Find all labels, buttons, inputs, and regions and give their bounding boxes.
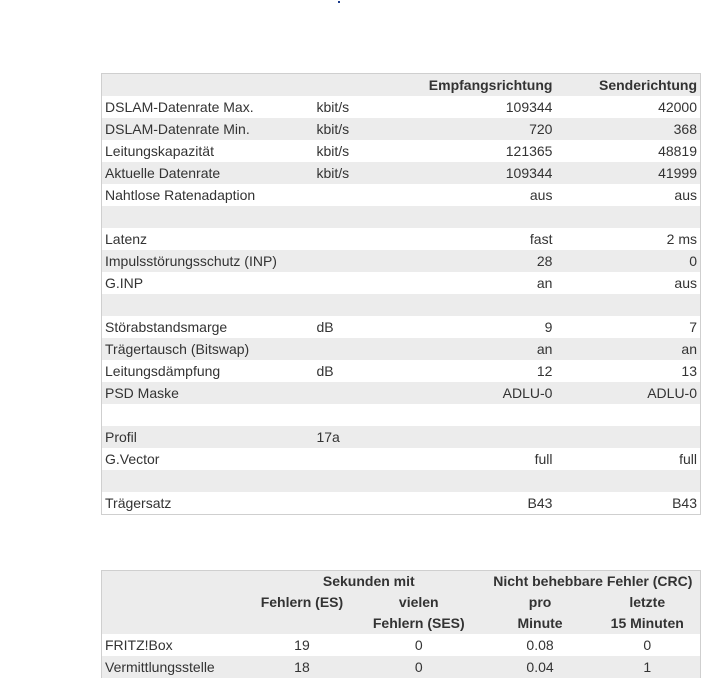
row-tx-value: ADLU-0 bbox=[555, 382, 700, 404]
row-tx-value bbox=[555, 404, 700, 426]
header-empty bbox=[313, 74, 402, 97]
row-tx-value: 7 bbox=[689, 319, 697, 335]
table-row bbox=[102, 162, 701, 184]
row-unit bbox=[313, 338, 402, 360]
row-unit bbox=[313, 492, 402, 515]
header-empty bbox=[102, 613, 252, 634]
table-row bbox=[102, 206, 701, 228]
row-label: Störabstandsmarge bbox=[105, 319, 228, 335]
row-rx-value: full bbox=[534, 451, 553, 467]
row-unit bbox=[313, 228, 402, 250]
table-row bbox=[102, 656, 701, 678]
table-row bbox=[102, 448, 701, 470]
row-tx-value: B43 bbox=[672, 495, 697, 511]
row-label bbox=[102, 470, 314, 492]
row-tx-value: 13 bbox=[681, 363, 697, 379]
row-label: PSD Maske bbox=[102, 382, 314, 404]
error-header-row-2 bbox=[102, 592, 701, 613]
row-label: Vermittlungsstelle bbox=[102, 656, 252, 678]
table-row bbox=[102, 404, 701, 426]
row-label: DSLAM-Datenrate Min. bbox=[102, 118, 314, 140]
table-row bbox=[102, 118, 701, 140]
table-row bbox=[102, 228, 701, 250]
row-label: DSLAM-Datenrate Max. bbox=[105, 99, 254, 115]
row-rx-value bbox=[403, 294, 556, 316]
header-tx: Senderichtung bbox=[555, 74, 700, 97]
row-unit: kbit/s bbox=[313, 162, 402, 184]
table-row bbox=[102, 470, 701, 492]
row-label: Latenz bbox=[105, 231, 148, 247]
row-rx-value: 121365 bbox=[505, 143, 553, 159]
row-rx-value: aus bbox=[529, 187, 553, 203]
row-unit: kbit/s bbox=[313, 118, 402, 140]
row-tx-value: full bbox=[679, 451, 697, 467]
row-label: Profil bbox=[102, 426, 314, 448]
row-tx-value: 368 bbox=[555, 118, 700, 140]
table-row bbox=[102, 184, 701, 206]
header-crc-group: Nicht behebbare Fehler (CRC) bbox=[486, 571, 701, 593]
table-row bbox=[102, 426, 701, 448]
header-last-2: 15 Minuten bbox=[594, 613, 700, 634]
table-row bbox=[102, 316, 701, 338]
header-rx: Empfangsrichtung bbox=[403, 74, 556, 97]
row-last-15-min: 1 bbox=[594, 656, 700, 678]
row-label bbox=[102, 206, 314, 228]
row-tx-value: 2 ms bbox=[666, 231, 697, 247]
line-info-table bbox=[101, 73, 701, 515]
table-row bbox=[102, 338, 701, 360]
row-rx-value: an bbox=[536, 275, 553, 291]
row-tx-value bbox=[555, 206, 700, 228]
row-rx-value: fast bbox=[529, 231, 553, 247]
header-last-1: letzte bbox=[594, 592, 700, 613]
table-row bbox=[102, 250, 701, 272]
row-unit: dB bbox=[316, 363, 334, 379]
row-tx-value bbox=[555, 426, 700, 448]
header-empty bbox=[252, 613, 352, 634]
row-rx-value: 28 bbox=[403, 250, 556, 272]
error-stats-table bbox=[101, 570, 701, 678]
header-ses-2: Fehlern (SES) bbox=[352, 613, 486, 634]
header-empty bbox=[102, 571, 252, 593]
row-rx-value: an bbox=[403, 338, 556, 360]
row-rx-value: 109344 bbox=[403, 162, 556, 184]
row-unit bbox=[313, 448, 402, 470]
row-rx-value: 109344 bbox=[505, 99, 553, 115]
row-label: Impulsstörungsschutz (INP) bbox=[102, 250, 314, 272]
row-label bbox=[102, 294, 314, 316]
error-header-row-3 bbox=[102, 613, 701, 634]
row-label: Nahtlose Ratenadaption bbox=[105, 187, 256, 203]
row-es: 19 bbox=[294, 637, 310, 653]
row-ses: 0 bbox=[414, 637, 423, 653]
header-seconds-group: Sekunden mit bbox=[252, 571, 486, 593]
header-empty bbox=[102, 592, 252, 613]
row-unit: dB bbox=[316, 319, 334, 335]
table-row bbox=[102, 492, 701, 515]
header-pro-1: pro bbox=[486, 592, 595, 613]
table-row bbox=[102, 634, 701, 656]
row-unit bbox=[313, 404, 402, 426]
row-tx-value: an bbox=[555, 338, 700, 360]
row-tx-value: aus bbox=[674, 275, 697, 291]
row-last-15-min: 0 bbox=[643, 637, 652, 653]
row-tx-value: 48819 bbox=[658, 143, 697, 159]
row-unit bbox=[313, 184, 402, 206]
row-tx-value: 41999 bbox=[555, 162, 700, 184]
stray-dot bbox=[338, 1, 340, 3]
row-rx-value bbox=[403, 404, 556, 426]
row-rx-value: ADLU-0 bbox=[403, 382, 556, 404]
table-row bbox=[102, 382, 701, 404]
row-tx-value: 0 bbox=[555, 250, 700, 272]
row-label: Trägertausch (Bitswap) bbox=[102, 338, 314, 360]
row-rx-value: 720 bbox=[403, 118, 556, 140]
error-header-row-1 bbox=[102, 571, 701, 593]
header-es: Fehlern (ES) bbox=[252, 592, 352, 613]
header-empty bbox=[102, 74, 314, 97]
row-rx-value: B43 bbox=[527, 495, 553, 511]
row-label: FRITZ!Box bbox=[105, 637, 173, 653]
row-tx-value bbox=[555, 470, 700, 492]
row-rx-value bbox=[403, 470, 556, 492]
row-rx-value: 12 bbox=[536, 363, 553, 379]
table-row bbox=[102, 360, 701, 382]
row-label: Leitungskapazität bbox=[105, 143, 214, 159]
row-unit bbox=[313, 206, 402, 228]
row-label bbox=[102, 404, 314, 426]
row-unit bbox=[313, 382, 402, 404]
table-row bbox=[102, 272, 701, 294]
row-rx-value: 9 bbox=[544, 319, 553, 335]
row-unit bbox=[313, 470, 402, 492]
header-ses-1: vielen bbox=[352, 592, 486, 613]
table-row bbox=[102, 294, 701, 316]
row-label: Leitungsdämpfung bbox=[105, 363, 221, 379]
row-unit bbox=[313, 272, 402, 294]
row-rx-value bbox=[403, 206, 556, 228]
row-per-minute: 0.04 bbox=[486, 656, 595, 678]
row-ses: 0 bbox=[352, 656, 486, 678]
row-unit: kbit/s bbox=[316, 143, 350, 159]
row-label: Aktuelle Datenrate bbox=[102, 162, 314, 184]
row-tx-value: aus bbox=[674, 187, 697, 203]
row-label: G.Vector bbox=[105, 451, 160, 467]
row-unit bbox=[313, 250, 402, 272]
row-label: Trägersatz bbox=[105, 495, 172, 511]
row-unit bbox=[313, 294, 402, 316]
row-tx-value: 42000 bbox=[658, 99, 697, 115]
row-label: G.INP bbox=[105, 275, 144, 291]
table-row bbox=[102, 96, 701, 118]
row-unit: 17a bbox=[313, 426, 402, 448]
row-rx-value bbox=[403, 426, 556, 448]
row-unit: kbit/s bbox=[316, 99, 350, 115]
row-tx-value bbox=[555, 294, 700, 316]
header-pro-2: Minute bbox=[486, 613, 595, 634]
row-es: 18 bbox=[252, 656, 352, 678]
table-header-row bbox=[102, 74, 701, 97]
table-row bbox=[102, 140, 701, 162]
row-per-minute: 0.08 bbox=[526, 637, 554, 653]
